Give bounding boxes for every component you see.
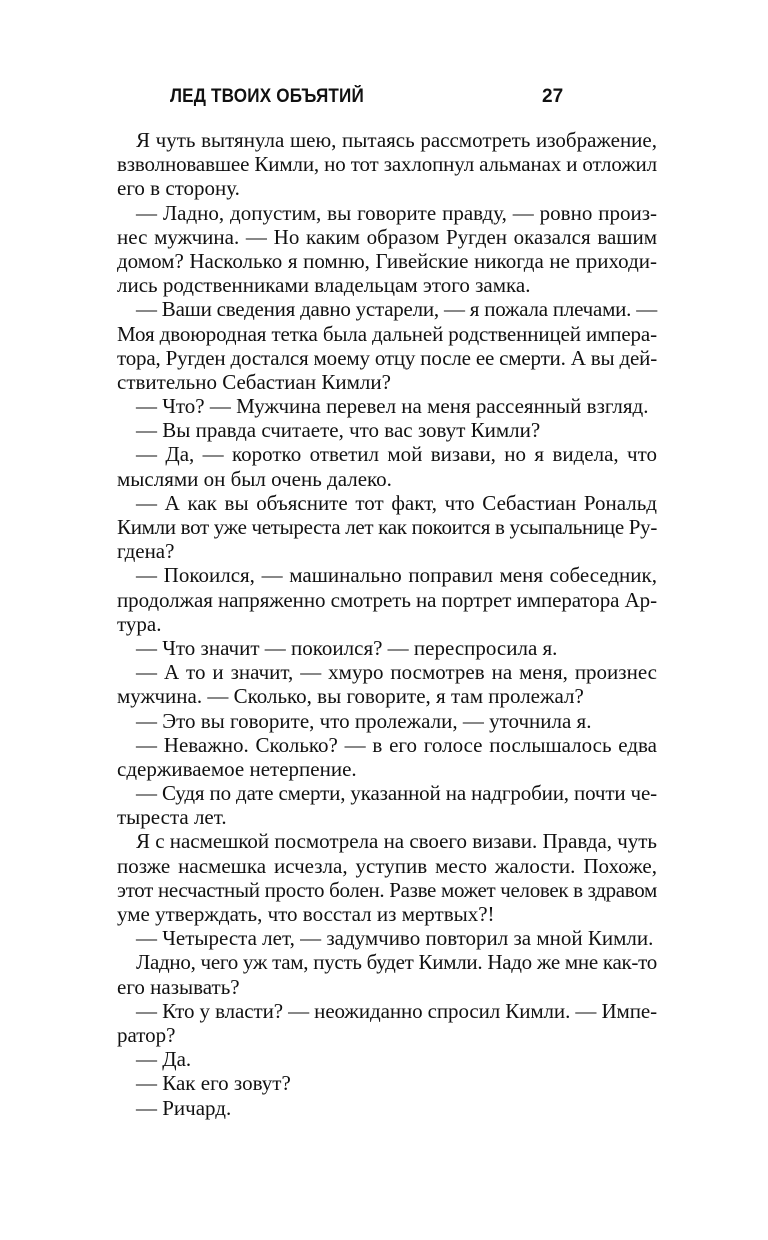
text-line: — Да, — коротко ответил мой визави, но я видела, что [136, 442, 657, 467]
text-line: мужчина. — Сколько, вы говорите, я там пролежал? [117, 684, 584, 709]
text-line: домом? Насколько я помню, Гивейские никогда не приходи- [117, 248, 657, 273]
text-line: лись родственниками владельцам этого замка. [117, 273, 531, 298]
text-line: — Ваши сведения давно устарели, — я пожала плечами. — [136, 297, 657, 322]
text-line: гдена? [117, 539, 175, 564]
text-line: — Это вы говорите, что пролежали, — уточнила я. [136, 708, 592, 733]
page-number: 27 [542, 86, 564, 107]
text-line: — Что значит — покоился? — переспросила я. [136, 635, 558, 660]
text-line: тыреста лет. [117, 805, 227, 830]
text-line: — Ричард. [136, 1095, 232, 1120]
book-title: ЛЕД ТВОИХ ОБЪЯТИЙ [170, 86, 364, 107]
text-line: продолжая напряженно смотреть на портрет императора Ар- [117, 587, 657, 612]
text-line: тура. [117, 611, 162, 636]
text-line: — Судя по дате смерти, указанной на надгробии, почти че- [136, 781, 657, 806]
text-line: взволновавшее Кимли, но тот захлопнул альманах и отложил [117, 152, 657, 177]
text-line: ствительно Себастиан Кимли? [117, 369, 391, 394]
text-line: — Покоился, — машинально поправил меня собеседник, [136, 563, 657, 588]
text-line: тора, Ругден достался моему отцу после ее смерти. А вы дей- [117, 345, 657, 370]
text-line: Я чуть вытянула шею, пытаясь рассмотреть изображение, [136, 128, 657, 152]
text-line: — Четыреста лет, — задумчиво повторил за мной Кимли. [136, 926, 654, 951]
text-line: мыслями он был очень далеко. [117, 466, 392, 491]
text-line: — Ладно, допустим, вы говорите правду, — ровно произ- [136, 200, 657, 225]
text-line: Ладно, чего уж там, пусть будет Кимли. Надо же мне как-то [136, 950, 657, 975]
text-line: сдерживаемое нетерпение. [117, 756, 357, 781]
text-line: — Да. [136, 1047, 192, 1072]
text-line: Кимли вот уже четыреста лет как покоится в усыпальнице Ру- [117, 515, 657, 539]
text-line: позже насмешка исчезла, уступив место жалости. Похоже, [117, 853, 657, 878]
text-line: его в сторону. [117, 176, 240, 201]
text-line: — А то и значит, — хмуро посмотрев на меня, произнес [136, 660, 657, 685]
text-line: его называть? [117, 974, 240, 999]
text-line: — Вы правда считаете, что вас зовут Кимли? [136, 418, 541, 443]
text-line: Я с насмешкой посмотрела на своего визави. Правда, чуть [136, 829, 657, 854]
text-line: нес мужчина. — Но каким образом Ругден оказался вашим [117, 224, 657, 249]
text-line: — Кто у власти? — неожиданно спросил Кимли. — Импе- [136, 998, 657, 1023]
text-line: — Неважно. Сколько? — в его голосе послышалось едва [136, 732, 657, 757]
text-line: уме утверждать, что восстал из мертвых?! [117, 902, 495, 926]
text-line: — Как его зовут? [136, 1071, 291, 1096]
text-line: Моя двоюродная тетка была дальней родственницей импера- [117, 321, 657, 346]
text-line: — Что? — Мужчина перевел на меня рассеянный взгляд. [136, 394, 649, 419]
text-line: ратор? [117, 1022, 176, 1047]
text-line: — А как вы объясните тот факт, что Себастиан Рональд [136, 490, 657, 515]
running-header [117, 84, 657, 114]
body-text [117, 128, 657, 1120]
text-line: этот несчастный просто болен. Разве может человек в здравом [117, 877, 657, 902]
